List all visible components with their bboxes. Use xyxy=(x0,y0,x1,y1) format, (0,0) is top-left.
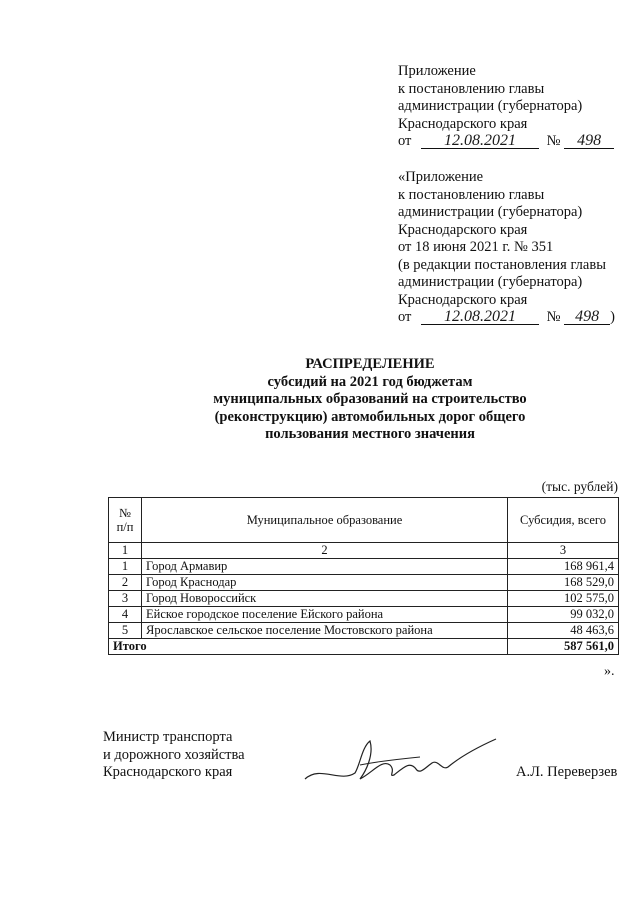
handwritten-date: 12.08.2021 xyxy=(421,309,539,325)
header-number: № п/п xyxy=(109,498,142,543)
index-cell: 2 xyxy=(142,543,508,559)
table-row xyxy=(109,607,619,623)
row-number: 1 xyxy=(109,559,142,575)
table-row xyxy=(109,575,619,591)
row-number: 4 xyxy=(109,607,142,623)
table-header-row xyxy=(109,498,619,543)
table-index-row xyxy=(109,543,619,559)
appendix-line: администрации (губернатора) xyxy=(398,98,583,114)
subsidy-table xyxy=(108,497,619,655)
table-total-row xyxy=(109,639,619,655)
from-label: от xyxy=(398,309,412,325)
appendix-header-amended xyxy=(398,169,615,327)
table-row xyxy=(109,591,619,607)
signer-name: А.Л. Переверзев xyxy=(516,764,618,780)
handwritten-number: 498 xyxy=(564,309,610,325)
handwritten-date: 12.08.2021 xyxy=(421,133,539,149)
total-label: Итого xyxy=(109,639,508,655)
row-municipality: Ярославское сельское поселение Мостовского района xyxy=(142,623,508,639)
appendix-line: к постановлению главы xyxy=(398,186,545,203)
row-municipality: Город Краснодар xyxy=(142,575,508,591)
header-municipality: Муниципальное образование xyxy=(142,498,508,543)
total-value: 587 561,0 xyxy=(508,639,619,655)
units-label: (тыс. рублей) xyxy=(541,479,618,494)
row-subsidy: 99 032,0 xyxy=(508,607,619,623)
row-subsidy: 168 529,0 xyxy=(508,575,619,591)
closing-quote: ». xyxy=(604,664,615,679)
row-municipality: Ейское городское поселение Ейского района xyxy=(142,607,508,623)
appendix-line: администрации (губернатора) xyxy=(398,274,583,290)
appendix-line: «Приложение xyxy=(398,169,484,185)
appendix-date-line xyxy=(398,309,615,327)
appendix-line: Приложение xyxy=(398,63,476,79)
table-row xyxy=(109,559,619,575)
signer-title-line: Краснодарского края xyxy=(103,764,233,780)
table-row xyxy=(109,623,619,639)
document-title xyxy=(100,356,640,444)
appendix-line: от 18 июня 2021 г. № 351 xyxy=(398,239,554,255)
appendix-header xyxy=(398,63,614,151)
appendix-line: к постановлению главы xyxy=(398,80,545,97)
signer-title-line: Министр транспорта xyxy=(103,729,233,745)
closing-paren: ) xyxy=(610,309,615,325)
index-cell: 3 xyxy=(508,543,619,559)
appendix-line: (в редакции постановления главы xyxy=(398,256,606,273)
appendix-line: Краснодарского края xyxy=(398,115,528,132)
title-line: субсидий на 2021 год бюджетам xyxy=(267,373,473,390)
appendix-line: Краснодарского края xyxy=(398,221,528,238)
index-cell: 1 xyxy=(109,543,142,559)
appendix-date-line xyxy=(398,133,614,151)
row-number: 3 xyxy=(109,591,142,607)
from-label: от xyxy=(398,133,412,149)
handwritten-number: 498 xyxy=(564,133,614,149)
row-number: 5 xyxy=(109,623,142,639)
title-line: муниципальных образований на строительство xyxy=(213,391,527,407)
appendix-line: администрации (губернатора) xyxy=(398,204,583,220)
title-line: пользования местного значения xyxy=(265,426,475,442)
signer-title-line: и дорожного хозяйства xyxy=(103,746,245,763)
title-line: (реконструкцию) автомобильных дорог общего xyxy=(214,408,526,425)
row-subsidy: 168 961,4 xyxy=(508,559,619,575)
signer-title xyxy=(103,729,245,782)
row-number: 2 xyxy=(109,575,142,591)
number-label: № xyxy=(546,309,561,325)
number-label: № xyxy=(546,133,561,149)
appendix-line: Краснодарского края xyxy=(398,291,528,308)
header-subsidy: Субсидия, всего xyxy=(508,498,619,543)
title-line: РАСПРЕДЕЛЕНИЕ xyxy=(305,356,435,372)
row-municipality: Город Армавир xyxy=(142,559,508,575)
row-subsidy: 102 575,0 xyxy=(508,591,619,607)
row-subsidy: 48 463,6 xyxy=(508,623,619,639)
row-municipality: Город Новороссийск xyxy=(142,591,508,607)
handwritten-signature xyxy=(300,735,500,785)
